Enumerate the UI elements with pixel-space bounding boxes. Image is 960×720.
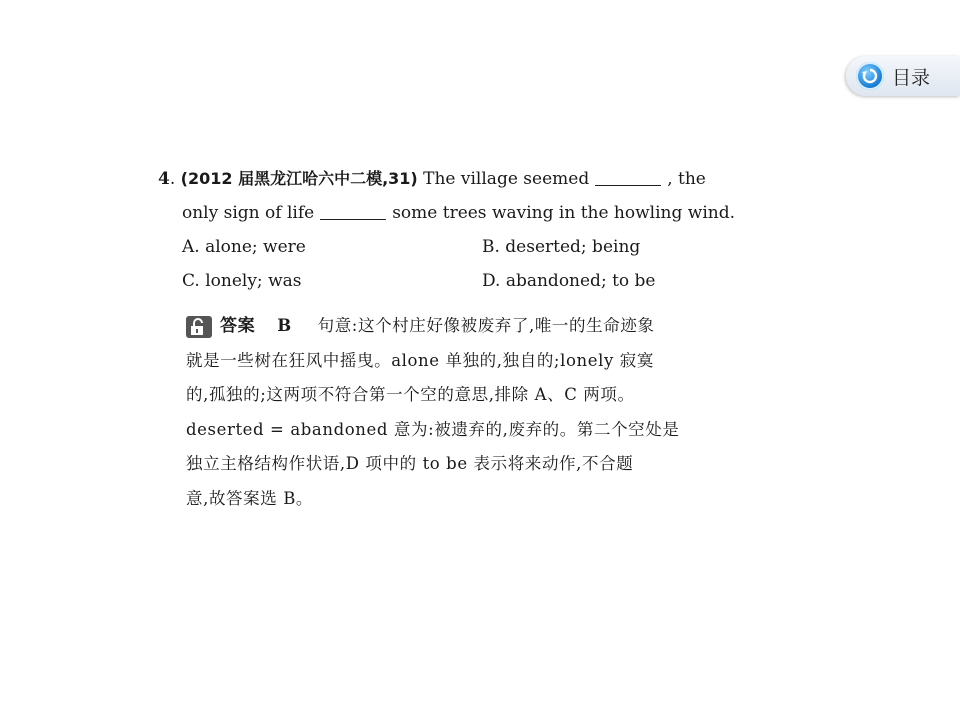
answer-line-1 <box>186 309 806 344</box>
question-line-2 <box>158 196 818 230</box>
answer-block <box>186 309 806 516</box>
answer-text-line: 句意:这个村庄好像被废弃了,唯一的生命迹象 <box>317 316 655 335</box>
question-source: (2012 届黑龙江哈六中二模,31) <box>180 169 418 188</box>
answer-text-line: 独立主格结构作状语,D 项中的 to be 表示将来动作,不合题 <box>186 454 634 474</box>
question-stem-part1: The village seemed <box>423 169 590 189</box>
question-line2-part1: only sign of life <box>182 203 315 223</box>
toc-button[interactable] <box>846 56 960 96</box>
option-d: D. abandoned; to be <box>482 271 656 291</box>
option-c: C. lonely; was <box>182 271 302 291</box>
question-line-1: 4. (2012 届黑龙江哈六中二模,31) The village seemed , the <box>158 162 818 196</box>
question-line2-part2: some trees waving in the howling wind. <box>392 203 736 223</box>
answer-text-line: 的,孤独的;这两项不符合第一个空的意思,排除 A、C 两项。 <box>186 385 635 405</box>
answer-text-line: 意,故答案选 B。 <box>186 488 314 508</box>
option-a: A. alone; were <box>182 237 306 257</box>
refresh-arrow-icon <box>856 62 884 90</box>
answer-blank-1 <box>595 165 661 186</box>
answer-blank-2 <box>320 199 386 220</box>
toc-label: 目录 <box>892 66 931 89</box>
answer-text-line: 就是一些树在狂风中摇曳。alone 单独的,独自的;lonely 寂寞 <box>186 350 654 370</box>
question-stem-part2: , the <box>667 169 706 189</box>
option-b: B. deserted; being <box>482 237 641 257</box>
question-block <box>158 162 818 298</box>
answer-text-line: deserted = abandoned 意为:被遗弃的,废弃的。第二个空处是 <box>186 419 680 439</box>
options-grid <box>158 230 818 298</box>
question-number: 4 <box>158 169 170 189</box>
answer-title: 答案 <box>220 316 256 337</box>
lock-icon <box>186 316 212 338</box>
answer-key: B <box>277 316 292 336</box>
answer-header <box>186 309 312 344</box>
